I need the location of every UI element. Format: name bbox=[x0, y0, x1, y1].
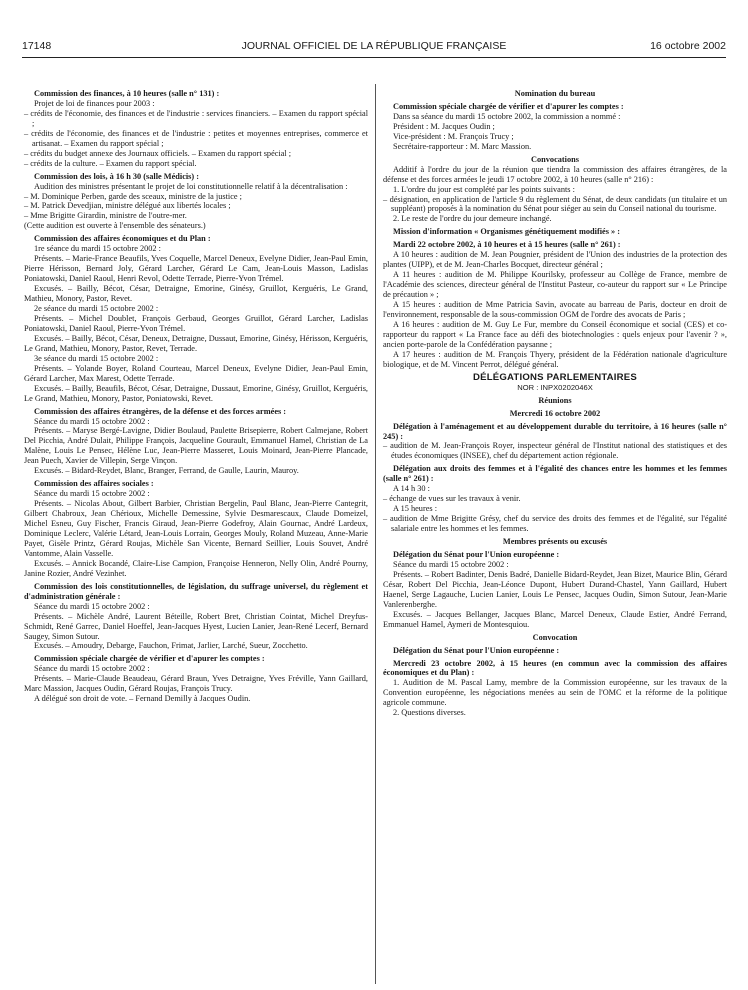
list-item: – crédits de l'économie, des finances et de l'industrie : services financiers. – Examen du rapport spécial ; bbox=[24, 108, 368, 128]
paragraph: A délégué son droit de vote. – Fernand Demilly à Jacques Oudin. bbox=[34, 694, 251, 704]
section-title: Réunions bbox=[538, 395, 572, 405]
paragraph: Vice-président : M. François Trucy ; bbox=[393, 131, 514, 141]
paragraph: Additif à l'ordre du jour de la réunion que tiendra la commission des affaires étrangères, de la défense et des forces armées le jeudi 17 octobre 2002, à 10 heures (salle n° 216) : bbox=[383, 164, 727, 184]
list-item: – crédits du budget annexe des Journaux officiels. – Examen du rapport spécial ; bbox=[24, 148, 292, 158]
list-item: – audition de M. Jean-François Royer, inspecteur général de l'Institut national des statistiques et des études économiques (INSEE), chef du département action régionale. bbox=[383, 441, 727, 461]
section-title: Convocations bbox=[531, 154, 579, 164]
paragraph: Dans sa séance du mardi 15 octobre 2002, la commission a nommé : bbox=[393, 111, 621, 121]
paragraph: Excusés. – Bailly, Bécot, César, Detraigne, Emorine, Ginésy, Gruillot, Kerguéris, Le Grand, Mathieu, Monory, Pastor, Revet. bbox=[24, 284, 368, 304]
paragraph: Présents. – Michèle André, Laurent Béteille, Robert Bret, Christian Cointat, Michel Dreyfus-Schmidt, René Garrec, Daniel Hoeffel, Jean-Jacques Hyest, Lucien Lanier, Jean-René Lecerf, Bernard Saugey, Simon Sutour. bbox=[24, 611, 368, 641]
paragraph: Excusés. – Bailly, Bécot, César, Deneux, Detraigne, Dussaut, Emorine, Ginésy, Hérisson, Kerguéris, Le Grand, Mathieu, Monory, Pastor, Revet, Terrade. bbox=[24, 333, 368, 353]
sub-heading: Délégation du Sénat pour l'Union européenne : bbox=[393, 549, 560, 559]
paragraph: A 16 heures : audition de M. Guy Le Fur, membre du Conseil économique et social (CES) et co-rapporteur du rapport « La France face au défi des biotechnologies : quels enjeux pour l'avenir ? », ancien porte-parole de la Confédération paysanne ; bbox=[383, 319, 727, 349]
sub-heading: Commission des finances, à 10 heures (salle n° 131) : bbox=[34, 89, 220, 98]
sub-heading: Commission des affaires sociales : bbox=[34, 479, 154, 489]
section-title: Membres présents ou excusés bbox=[502, 537, 608, 547]
sub-heading: Commission des lois constitutionnelles, de législation, du suffrage universel, du règlement et d'administration générale : bbox=[24, 581, 368, 601]
nor-reference: NOR : INPX0202046X bbox=[517, 382, 593, 392]
sub-heading: Délégation aux droits des femmes et à l'égalité des chances entre les hommes et les femmes (salle n° 261) : bbox=[383, 464, 727, 484]
paragraph: Excusés. – Bidard-Reydet, Blanc, Branger, Ferrand, de Gaulle, Laurin, Mauroy. bbox=[34, 466, 299, 476]
paragraph: Audition des ministres présentant le projet de loi constitutionnelle relatif à la décentralisation : bbox=[34, 181, 348, 191]
paragraph: 2e séance du mardi 15 octobre 2002 : bbox=[34, 304, 159, 314]
paragraph: 3e séance du mardi 15 octobre 2002 : bbox=[34, 353, 159, 363]
sub-heading: Commission des affaires étrangères, de la défense et des forces armées : bbox=[34, 406, 287, 416]
paragraph: Excusés. – Annick Bocandé, Claire-Lise Campion, Françoise Henneron, Nelly Olin, André Pourny, Janine Rozier, André Vezinhet. bbox=[24, 558, 368, 578]
paragraph: Séance du mardi 15 octobre 2002 : bbox=[34, 416, 150, 426]
paragraph: Présents. – Maryse Bergé-Lavigne, Didier Boulaud, Paulette Brisepierre, Robert Calmejane, Robert Del Picchia, André Dulait, Philippe François, Jacqueline Gourault, Emmanuel Hamel, Christian de La Malène, Louis Le Pensec, Hélène Luc, Jean-Pierre Masseret, Louis Moinard, Jean-Pierre Plancade, Jean Puech, Xavier de Villepin, Serge Vinçon. bbox=[24, 426, 368, 466]
list-item: – Mme Brigitte Girardin, ministre de l'outre-mer. bbox=[24, 211, 187, 221]
paragraph: Président : M. Jacques Oudin ; bbox=[393, 121, 495, 131]
paragraph: A 11 heures : audition de M. Philippe Kourilsky, professeur au Collège de France, membre de l'Académie des sciences, directeur général de l'Institut Pasteur, co-auteur du rapport sur « Le Principe de précaution » ; bbox=[383, 270, 727, 300]
sub-heading: Commission spéciale chargée de vérifier et d'apurer les comptes : bbox=[34, 654, 265, 664]
list-item: – M. Patrick Devedjian, ministre délégué aux libertés locales ; bbox=[24, 201, 231, 211]
paragraph: Présents. – Robert Badinter, Denis Badré, Danielle Bidard-Reydet, Jean Bizet, Maurice Blin, Gérard César, Robert Del Picchia, Jean-Léonce Dupont, Hubert Durand-Chastel, Yann Gaillard, Hubert Haenel, Serge Lagauche, Lucien Lanier, Louis Le Pensec, Jacques Oudin, Simon Sutour, Jean-Marie Vanlerenberghe. bbox=[383, 569, 727, 609]
paragraph: A 15 heures : audition de Mme Patricia Savin, avocate au barreau de Paris, docteur en droit de l'environnement, responsable de la sous-commission OGM de l'ordre des avocats de Paris ; bbox=[383, 300, 727, 320]
paragraph: Présents. – Yolande Boyer, Roland Courteau, Marcel Deneux, Evelyne Didier, Jean-Paul Emin, Gérard Larcher, Max Marest, Odette Terrade. bbox=[24, 363, 368, 383]
sub-heading: Commission des lois, à 16 h 30 (salle Médicis) : bbox=[34, 171, 200, 181]
paragraph: 2. Le reste de l'ordre du jour demeure inchangé. bbox=[393, 214, 552, 224]
list-item: – échange de vues sur les travaux à venir. bbox=[383, 494, 521, 504]
list-item: – M. Dominique Perben, garde des sceaux, ministre de la justice ; bbox=[24, 191, 242, 201]
paragraph: Excusés. – Jacques Bellanger, Jacques Blanc, Marcel Deneux, Claude Estier, André Ferrand, Emmanuel Hamel, Aymeri de Montesquiou. bbox=[383, 609, 727, 629]
sub-heading: Mercredi 23 octobre 2002, à 15 heures (en commun avec la commission des affaires économiques et du Plan) : bbox=[383, 658, 727, 678]
paragraph: 1. Audition de M. Pascal Lamy, membre de la Commission européenne, sur les travaux de la Convention européenne, les négociations menées au sein de l'OMC et la réforme de la politique agricole commune. bbox=[383, 678, 727, 708]
sub-heading: Délégation du Sénat pour l'Union européenne : bbox=[393, 645, 560, 655]
sub-heading: Délégation à l'aménagement et au développement durable du territoire, à 16 heures (salle n° 245) : bbox=[383, 421, 727, 441]
header-rule bbox=[22, 57, 726, 58]
paragraph: 2. Questions diverses. bbox=[393, 708, 466, 718]
paragraph: 1re séance du mardi 15 octobre 2002 : bbox=[34, 244, 161, 254]
paragraph: A 14 h 30 : bbox=[393, 484, 430, 494]
page-header bbox=[22, 40, 726, 56]
column-separator bbox=[375, 84, 376, 984]
list-item: – désignation, en application de l'article 9 du règlement du Sénat, de deux candidats (un titulaire et un suppléant) proposés à la nomination du Sénat pour siéger au sein du Conseil national du tourisme. bbox=[383, 194, 727, 214]
section-title: Mercredi 16 octobre 2002 bbox=[509, 408, 601, 418]
paragraph: (Cette audition est ouverte à l'ensemble des sénateurs.) bbox=[24, 221, 206, 231]
list-item: – audition de Mme Brigitte Grésy, chef du service des droits des femmes et de l'égalité, sur l'égalité salariale entre les hommes et les femmes. bbox=[383, 514, 727, 534]
paragraph: 1. L'ordre du jour est complété par les points suivants : bbox=[393, 184, 575, 194]
paragraph: Séance du mardi 15 octobre 2002 : bbox=[34, 601, 150, 611]
paragraph: Présents. – Marie-Claude Beaudeau, Gérard Braun, Yves Detraigne, Yves Fréville, Yann Gaillard, Marc Massion, Jacques Oudin, Gérard Roujas, François Trucy. bbox=[24, 674, 368, 694]
left-column bbox=[24, 86, 368, 704]
paragraph: Séance du mardi 15 octobre 2002 : bbox=[393, 559, 509, 569]
paragraph: Séance du mardi 15 octobre 2002 : bbox=[34, 664, 150, 674]
paragraph: Secrétaire-rapporteur : M. Marc Massion. bbox=[393, 141, 532, 151]
section-title: Nomination du bureau bbox=[514, 89, 596, 98]
major-section-title: DÉLÉGATIONS PARLEMENTAIRES bbox=[472, 371, 638, 383]
paragraph: A 17 heures : audition de M. François Thyery, président de la Fédération nationale d'agriculture biologique, et de M. Vincent Perrot, délégué général. bbox=[383, 349, 727, 369]
page-number: 17148 bbox=[22, 40, 52, 52]
journal-title: JOURNAL OFFICIEL DE LA RÉPUBLIQUE FRANÇAISE bbox=[241, 40, 507, 52]
paragraph: Présents. – Michel Doublet, François Gerbaud, Georges Gruillot, Gérard Larcher, Ladislas Poniatowski, Daniel Raoul, Pierre-Yvon Trémel. bbox=[24, 313, 368, 333]
sub-heading: Commission des affaires économiques et du Plan : bbox=[34, 234, 211, 244]
paragraph: Présents. – Marie-France Beaufils, Yves Coquelle, Marcel Deneux, Evelyne Didier, Jean-Paul Emin, Pierre Hérisson, Bernard Joly, Gérard Larcher, Gérard Le Cam, Jean-Louis Masson, Ladislas Poniatowski, Daniel Raoul, Henri Revol, Odette Terrade, Pierre-Yvon Trémel. bbox=[24, 254, 368, 284]
list-item: – crédits de l'économie, des finances et de l'industrie : petites et moyennes entreprises, commerce et artisanat. – Examen du rapport spécial ; bbox=[24, 128, 368, 148]
sub-heading: Mardi 22 octobre 2002, à 10 heures et à 15 heures (salle n° 261) : bbox=[393, 240, 621, 250]
issue-date: 16 octobre 2002 bbox=[650, 40, 726, 52]
sub-heading: Mission d'information « Organismes génétiquement modifiés » : bbox=[393, 227, 621, 237]
section-title: Convocation bbox=[532, 632, 578, 642]
paragraph: Excusés. – Amoudry, Debarge, Fauchon, Frimat, Jarlier, Larché, Sueur, Zocchetto. bbox=[34, 641, 308, 651]
list-item: – crédits de la culture. – Examen du rapport spécial. bbox=[24, 158, 197, 168]
sub-heading: Commission spéciale chargée de vérifier et d'apurer les comptes : bbox=[393, 101, 624, 111]
right-column bbox=[383, 86, 727, 718]
paragraph: Séance du mardi 15 octobre 2002 : bbox=[34, 489, 150, 499]
paragraph: Présents. – Nicolas About, Gilbert Barbier, Christian Bergelin, Paul Blanc, Jean-Pierre Cantegrit, Gilbert Chabroux, Jean Chérioux, Michelle Demessine, Sylvie Desmarescaux, Claude Domeizel, Michel Esneu, Guy Fischer, Francis Giraud, Jean-Pierre Godefroy, Alain Gournac, André Lardeux, Dominique Leclerc, Valérie Létard, Jean-Louis Lorrain, Georges Mouly, Roland Muzeau, Anne-Marie Payet, Gisèle Printz, Gérard Roujas, Michèle San Vicente, Bernard Seillier, Louis Souvet, André Vantomme, Alain Vasselle. bbox=[24, 499, 368, 558]
paragraph: A 15 heures : bbox=[393, 504, 438, 514]
paragraph: Excusés. – Bailly, Beaufils, Bécot, César, Detraigne, Dussaut, Emorine, Ginésy, Gruillot, Kerguéris, Le Grand, Mathieu, Monory, Pastor, Poniatowski, Revet. bbox=[24, 383, 368, 403]
paragraph: A 10 heures : audition de M. Jean Pougnier, président de l'Union des industries de la protection des plantes (UIPP), et de M. Jean-Charles Bocquet, directeur général ; bbox=[383, 250, 727, 270]
paragraph: Projet de loi de finances pour 2003 : bbox=[34, 98, 155, 108]
